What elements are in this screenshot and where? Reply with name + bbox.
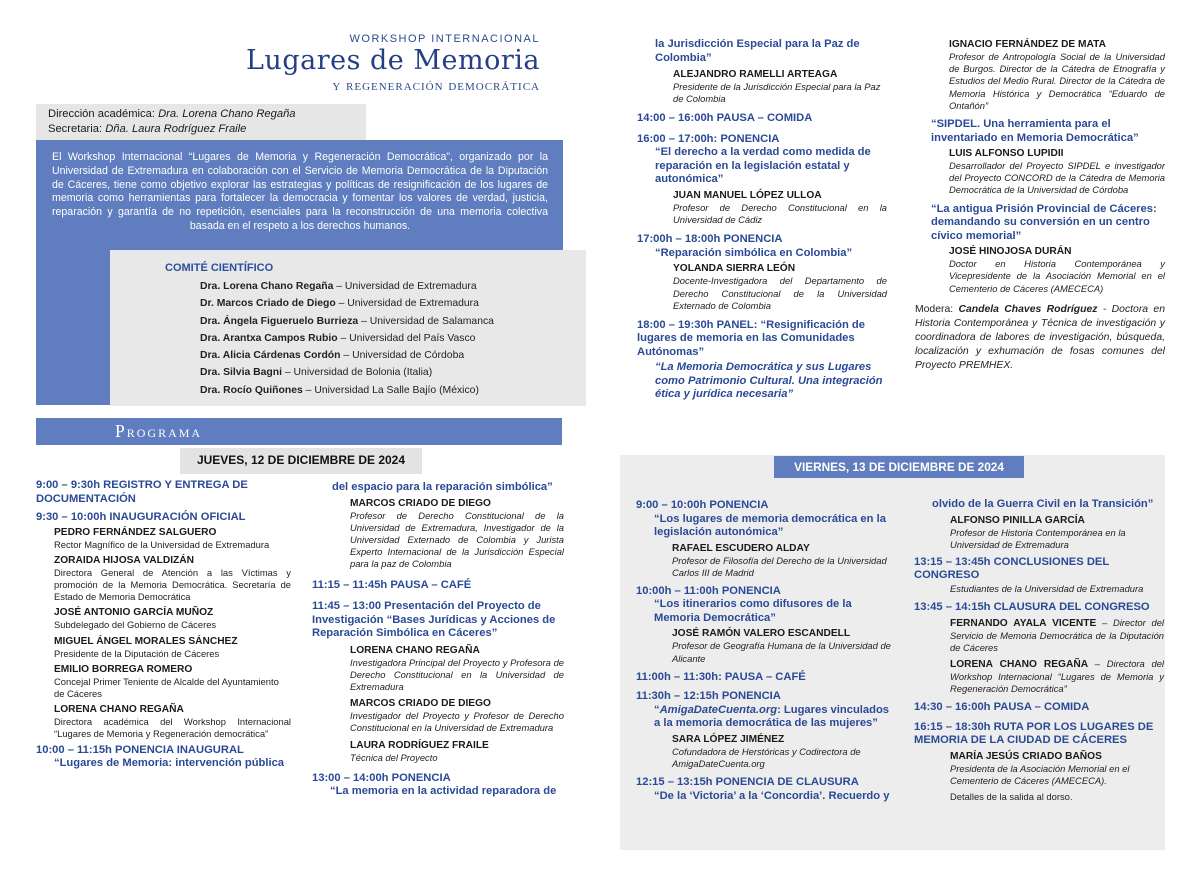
speaker-name: IGNACIO FERNÁNDEZ DE MATA <box>949 39 1106 50</box>
moderator-label: Modera: <box>915 303 959 315</box>
speaker-name: PEDRO FERNÁNDEZ SALGUERO <box>54 526 217 538</box>
speaker-name: ALFONSO PINILLA GARCÍA <box>950 514 1085 526</box>
talk-title: “Los itinerarios como difusores de la Memoria Democrática” <box>654 598 852 624</box>
talk-title: “La antigua Prisión Provincial de Cáceres: demandando su conversión en un centro cívico memorial” <box>931 202 1157 242</box>
speaker-role: Cofundadora de Herstóricas y Codirectora de AmigaDateCuenta.org <box>672 745 861 770</box>
session-coffee: 11:00h – 11:30h: PAUSA – CAFÉ <box>636 670 806 683</box>
session-talk: 11:30h – 12:15h PONENCIA <box>636 690 781 703</box>
speaker-role: Presidente de la Diputación de Cáceres <box>54 647 220 659</box>
speaker-role: Investigador del Proyecto y Profesor de Derecho Constitucional en la Universidad de Extremadura <box>350 710 564 734</box>
committee-member: Dra. Rocío Quiñones – Universidad La Salle Bajío (México) <box>200 384 479 396</box>
direction-box <box>36 104 366 140</box>
speaker-role: Técnica del Proyecto <box>350 751 438 763</box>
session-inauguration: 9:30 – 10:00h INAUGURACIÓN OFICIAL <box>36 511 246 523</box>
talk-title: “Los lugares de memoria democrática en la legislación autonómica” <box>654 512 886 538</box>
speaker-name: LORENA CHANO REGAÑA <box>950 659 1089 671</box>
secretary-name: Dña. Laura Rodríguez Fraile <box>105 123 247 135</box>
committee-member: Dra. Arantxa Campos Rubio – Universidad del País Vasco <box>200 332 476 344</box>
talk-title: “Lugares de Memoria: intervención pública <box>54 757 285 770</box>
committee-title: COMITÉ CIENTÍFICO <box>165 262 274 274</box>
session-participants: Estudiantes de la Universidad de Extremadura <box>950 582 1144 594</box>
session-closing: 13:45 – 14:15h CLAUSURA DEL CONGRESO <box>914 601 1150 614</box>
talk-title: “AmigaDateCuenta.org: Lugares vinculados a la memoria democrática de las mujeres” <box>654 703 889 730</box>
committee-member: Dra. Silvia Bagni – Universidad de Bolonia (Italia) <box>200 367 433 379</box>
talk-title: “Reparación simbólica en Colombia” <box>655 246 853 259</box>
session-conclusions: 13:15 – 13:45h CONCLUSIONES DEL CONGRESO <box>914 555 1110 582</box>
speaker-name: MARCOS CRIADO DE DIEGO <box>350 497 491 509</box>
speaker-role: – Director del Servicio de Memoria Democrática de la Diputación de Cáceres <box>950 616 1164 653</box>
speaker-role: Directora académica del Workshop Internacional “Lugares de Memoria y Regeneración democrática” <box>54 716 291 740</box>
speaker-role: Concejal Primer Teniente de Alcalde del Ayuntamiento de Cáceres <box>54 675 279 699</box>
closing-speaker <box>914 617 1164 654</box>
session-talk: 17:00h – 18:00h PONENCIA <box>637 233 783 246</box>
speaker-name: ZORAIDA HIJOSA VALDIZÁN <box>54 554 194 566</box>
route-note: Detalles de la salida al dorso. <box>950 791 1073 803</box>
session-inaugural-talk: 10:00 – 11:15h PONENCIA INAUGURAL <box>36 743 244 756</box>
speaker-role: Profesor de Derecho Constitucional en la Universidad de Cádiz <box>673 201 887 226</box>
speaker-name: JOSÉ ANTONIO GARCÍA MUÑOZ <box>54 607 214 619</box>
talk-title: “El derecho a la verdad como medida de reparación en la legislación estatal y autonómica” <box>655 146 871 186</box>
speaker-role: Presidente de la Jurisdicción Especial para la Paz de Colombia <box>673 81 881 105</box>
workshop-label: WORKSHOP INTERNACIONAL <box>349 33 540 45</box>
committee-list <box>200 278 494 399</box>
speaker-name: SARA LÓPEZ JIMÉNEZ <box>672 733 785 745</box>
speaker-name: RAFAEL ESCUDERO ALDAY <box>672 542 810 554</box>
speaker-name: FERNANDO AYALA VICENTE <box>950 617 1097 629</box>
closing-speaker <box>914 658 1164 695</box>
speaker-role: Investigadora Principal del Proyecto y Profesora de Derecho Constitucional en la Universidad de Extremadura <box>350 656 564 692</box>
academic-direction <box>48 107 366 122</box>
speaker-role: Rector Magnífico de la Universidad de Extremadura <box>54 538 270 550</box>
column-6 <box>914 498 1164 804</box>
speaker-name: ALEJANDRO RAMELLI ARTEAGA <box>673 69 838 80</box>
session-lunch: 14:00 – 16:00h PAUSA – COMIDA <box>637 112 813 125</box>
direction-label: Dirección académica: <box>48 108 155 120</box>
session-panel: 18:00 – 19:30h PANEL: “Resignificación de lugares de memoria en las Comunidades Autónomas” <box>637 318 865 358</box>
talk-title-continued: olvido de la Guerra Civil en la Transición” <box>932 498 1154 510</box>
talk-title-continued: del espacio para la reparación simbólica” <box>332 481 553 493</box>
page-subtitle: y regeneración democrática <box>332 78 540 94</box>
intro-text: El Workshop Internacional “Lugares de Memoria y Regeneración Democrática”, organizado por la Universidad de Extremadura en colaboración con el Servicio de Memoria Democrática de la Diputación de Cáceres, tiene como objetivo explorar las estrategias y políticas de resignificación de los lugares de memoria como herramientas para fortalecer la democracia y fomentar los valores de verdad, justicia, reparación y garantía de no repetición, esenciales para la reconstrucción de una memoria colectiva basada en el respeto a los derechos humanos. <box>52 151 548 232</box>
speaker-role: Profesor de Derecho Constitucional de la Universidad de Extremadura, Investigador de la Universidad Externado de Colombia y Jurista Experto Internacional de la Jurisdicción Especial para la paz de Colombia <box>350 509 564 570</box>
speaker-name: LORENA CHANO REGAÑA <box>350 644 480 656</box>
session-talk: 9:00 – 10:00h PONENCIA <box>636 499 769 511</box>
speaker-name: YOLANDA SIERRA LEÓN <box>673 263 796 275</box>
thursday-date: JUEVES, 12 DE DICIEMBRE DE 2024 <box>196 453 406 467</box>
speaker-role: Profesor de Historia Contemporánea en la Universidad de Extremadura <box>950 526 1126 550</box>
speaker-role: Profesor de Geografía Humana de la Universidad de Alicante <box>672 640 891 664</box>
speaker-role: Profesor de Filosofía del Derecho de la Universidad Carlos III de Madrid <box>672 554 887 578</box>
session-talk: 10:00h – 11:00h PONENCIA <box>636 584 781 597</box>
column-4 <box>915 38 1165 373</box>
speaker-name: LAURA RODRÍGUEZ FRAILE <box>350 739 489 751</box>
talk-title-continued: la Jurisdicción Especial para la Paz de Colombia” <box>655 38 860 64</box>
session-talk: 16:00 – 17:00h: PONENCIA <box>637 132 780 145</box>
secretary-label: Secretaria: <box>48 123 103 135</box>
talk-title: “La memoria en la actividad reparadora de <box>330 785 557 798</box>
speaker-name: LUIS ALFONSO LUPIDII <box>949 148 1064 160</box>
moderator-bio: - Doctora en Historia Contemporánea y Técnica de investigación y coordinadora de labores de investigación, búsqueda, localización y exhumación de fosas comunes del Proyecto PREMHEX. <box>915 303 1165 371</box>
speaker-role: Directora General de Atención a las Víctimas y promoción de la Memoria Democrática. Secretaría de Estado de Memoria Democrática <box>54 566 291 603</box>
speaker-name: JOSÉ HINOJOSA DURÁN <box>949 246 1072 258</box>
session-route: 16:15 – 18:30h RUTA POR LOS LUGARES DE MEMORIA DE LA CIUDAD DE CÁCERES <box>914 720 1154 747</box>
session-coffee: 11:15 – 11:45h PAUSA – CAFÉ <box>312 578 472 591</box>
talk-title-rest: : Lugares vinculados a la memoria democrática de las mujeres” <box>654 703 889 730</box>
column-1 <box>36 479 291 771</box>
committee-member: Dr. Marcos Criado de Diego – Universidad de Extremadura <box>200 298 479 310</box>
friday-date: VIERNES, 13 DE DICIEMBRE DE 2024 <box>794 460 1004 474</box>
speaker-role: Docente-Investigadora del Departamento de Derecho Constitucional de la Universidad Externado de Colombia <box>673 275 887 311</box>
session-lunch: 14:30 – 16:00h PAUSA – COMIDA <box>914 701 1090 714</box>
session-registration: 9:00 – 9:30h REGISTRO Y ENTREGA DE DOCUMENTACIÓN <box>36 479 248 505</box>
committee-member: Dra. Alicia Cárdenas Cordón – Universidad de Córdoba <box>200 350 465 362</box>
speaker-name: MARCOS CRIADO DE DIEGO <box>350 698 491 710</box>
moderator <box>915 303 1165 373</box>
session-project: 11:45 – 13:00 Presentación del Proyecto de Investigación “Bases Jurídicas y Acciones de Reparación Simbólica en Cáceres” <box>312 600 556 640</box>
speaker-role: Desarrollador del Proyecto SIPDEL e investigador del Proyecto CONCORD de la Cátedra de Memoria Democrática de la Universidad de Córdoba <box>949 160 1165 196</box>
direction-name: Dra. Lorena Chano Regaña <box>158 108 296 120</box>
speaker-name: MIGUEL ÁNGEL MORALES SÁNCHEZ <box>54 635 238 647</box>
secretary <box>48 122 366 137</box>
committee-member: Dra. Lorena Chano Regaña – Universidad de Extremadura <box>200 281 477 292</box>
speaker-role: – Directora del Workshop Internacional “Lugares de Memoria y Regeneración Democrática” <box>950 658 1164 695</box>
speaker-role: Presidenta de la Asociación Memorial en el Cementerio de Cáceres (AMECECA). <box>950 762 1130 787</box>
speaker-name: JUAN MANUEL LÓPEZ ULLOA <box>673 189 822 201</box>
speaker-name: LORENA CHANO REGAÑA <box>54 704 184 716</box>
page-title: Lugares de Memoria <box>246 45 540 76</box>
program-title: Programa <box>115 421 203 441</box>
talk-title-site: AmigaDateCuenta.org <box>659 703 778 716</box>
session-closing-talk: 12:15 – 13:15h PONENCIA DE CLAUSURA <box>636 776 859 789</box>
column-3 <box>637 38 887 402</box>
talk-title: “De la ‘Victoria’ a la ‘Concordia’. Recuerdo y <box>654 789 890 802</box>
moderator-name: Candela Chaves Rodríguez <box>958 303 1098 315</box>
speaker-role: Profesor de Antropología Social de la Universidad de Burgos. Director de la Cátedra de Etnografía y Estudios del Medio Rural. Director de la Cátedra de Memoria Histórica y Democrática “Eduardo de Ontañón” <box>949 51 1165 111</box>
column-5 <box>636 499 891 803</box>
committee-member: Dra. Ángela Figueruelo Burrieza – Universidad de Salamanca <box>200 315 494 327</box>
session-talk: 13:00 – 14:00h PONENCIA <box>312 771 451 784</box>
talk-title: “SIPDEL. Una herramienta para el inventariado en Memoria Democrática” <box>931 118 1139 144</box>
column-2 <box>312 481 564 799</box>
speaker-role: Doctor en Historia Contemporánea y Vicepresidente de la Asociación Memorial en el Cementerio de Cáceres (AMECECA) <box>949 258 1165 294</box>
speaker-name: JOSÉ RAMÓN VALERO ESCANDELL <box>672 628 851 640</box>
talk-title: “La Memoria Democrática y sus Lugares como Patrimonio Cultural. Una integración ética y jurídica necesaria” <box>655 361 883 401</box>
speaker-role: Subdelegado del Gobierno de Cáceres <box>54 619 217 631</box>
speaker-name: EMILIO BORREGA ROMERO <box>54 663 193 675</box>
speaker-name: MARÍA JESÚS CRIADO BAÑOS <box>950 750 1102 762</box>
